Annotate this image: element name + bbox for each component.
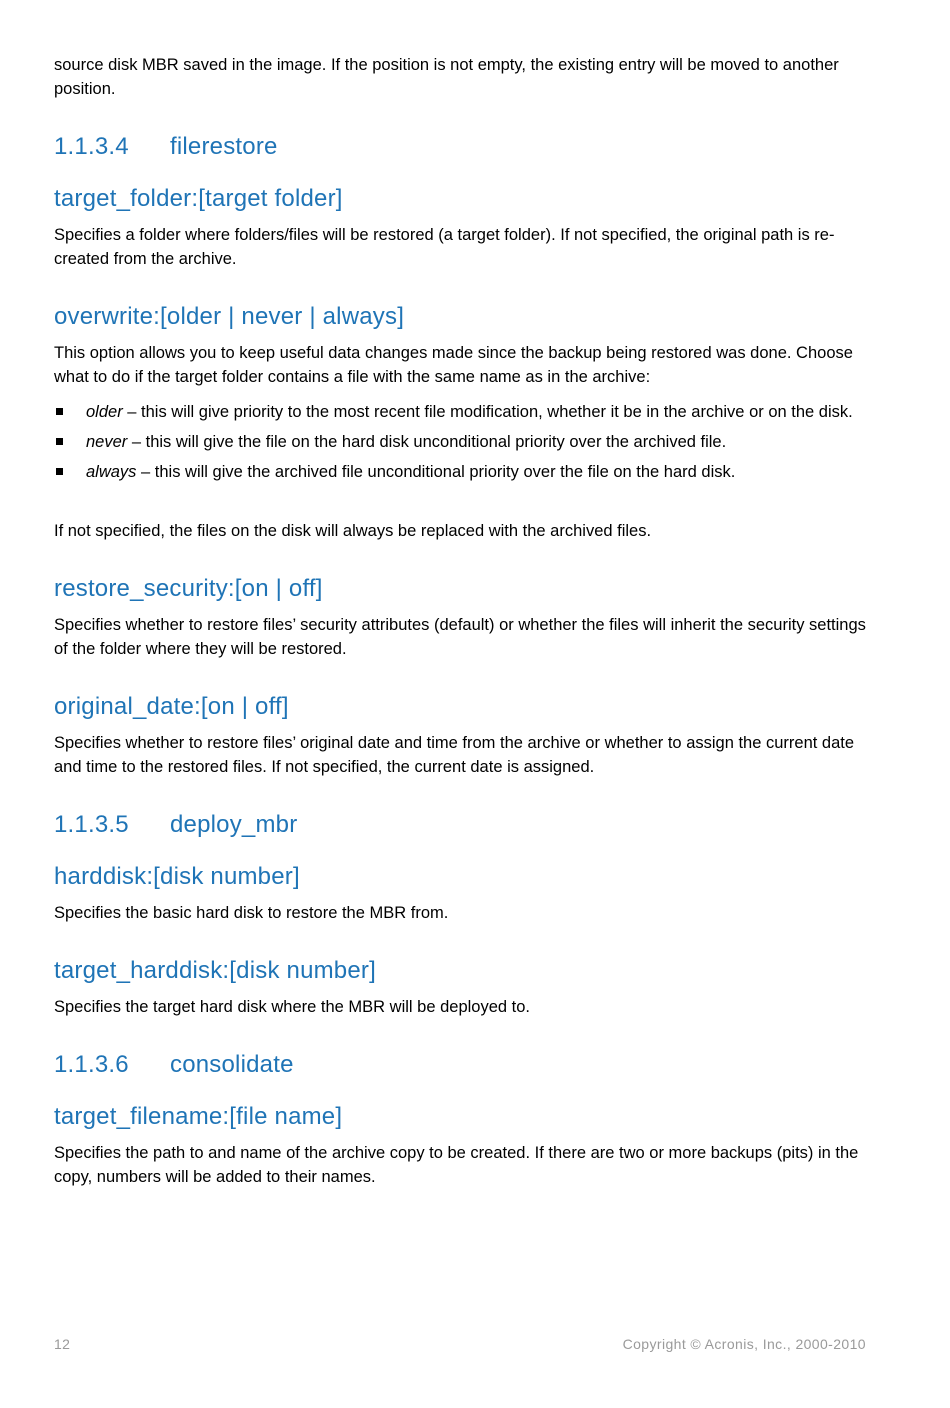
bullet-square-icon: [56, 438, 63, 445]
param-text-target-harddisk: Specifies the target hard disk where the MBR will be deployed to.: [54, 998, 531, 1016]
param-heading-target-harddisk: target_harddisk:[disk number]: [54, 957, 376, 984]
list-item: [54, 460, 874, 484]
param-text-target-folder: Specifies a folder where folders/files will be restored (a target folder). If not specified, the original path is re-created from the archive.: [54, 226, 835, 268]
page-number: 12: [54, 1336, 71, 1352]
overwrite-note: If not specified, the files on the disk will always be replaced with the archived files.: [54, 522, 652, 540]
param-text-restore-security: Specifies whether to restore files’ security attributes (default) or whether the files will inherit the security settings of the folder where they will be restored.: [54, 616, 866, 658]
section-number: 1.1.3.6: [54, 1051, 129, 1078]
section-title: consolidate: [170, 1051, 294, 1078]
section-heading-consolidate: [54, 1050, 874, 1080]
option-description: – this will give the archived file unconditional priority over the file on the hard disk.: [136, 463, 736, 481]
section-number: 1.1.3.4: [54, 133, 129, 160]
section-heading-deploy-mbr: [54, 810, 874, 840]
param-text-original-date: Specifies whether to restore files’ original date and time from the archive or whether to assign the current date and time to the restored files. If not specified, the current date is assigned.: [54, 734, 855, 776]
option-description: – this will give priority to the most recent file modification, whether it be in the archive or on the disk.: [122, 403, 853, 421]
option-term: never: [86, 433, 128, 451]
list-item: [54, 400, 874, 424]
section-number: 1.1.3.5: [54, 811, 129, 838]
copyright-notice: Copyright © Acronis, Inc., 2000-2010: [622, 1336, 866, 1352]
param-heading-harddisk: harddisk:[disk number]: [54, 863, 300, 890]
option-description: – this will give the file on the hard disk unconditional priority over the archived file.: [127, 433, 727, 451]
bullet-square-icon: [56, 468, 63, 475]
param-heading-target-folder: target_folder:[target folder]: [54, 185, 343, 212]
intro-paragraph: source disk MBR saved in the image. If the position is not empty, the existing entry will be moved to another position.: [54, 56, 839, 98]
list-item: [54, 430, 874, 454]
param-heading-overwrite: overwrite:[older | never | always]: [54, 303, 405, 330]
param-text-overwrite: This option allows you to keep useful data changes made since the backup being restored was done. Choose what to do if the target folder contains a file with the same name as in the archive:: [54, 344, 853, 386]
bullet-square-icon: [56, 408, 63, 415]
param-heading-target-filename: target_filename:[file name]: [54, 1103, 343, 1130]
section-title: filerestore: [170, 133, 278, 160]
option-term: older: [86, 403, 123, 421]
option-term: always: [86, 463, 137, 481]
param-heading-restore-security: restore_security:[on | off]: [54, 575, 323, 602]
param-heading-original-date: original_date:[on | off]: [54, 693, 289, 720]
section-heading-filerestore: [54, 132, 874, 162]
section-title: deploy_mbr: [170, 811, 298, 838]
overwrite-options-list: [54, 400, 874, 484]
param-text-harddisk: Specifies the basic hard disk to restore the MBR from.: [54, 904, 449, 922]
param-text-target-filename: Specifies the path to and name of the archive copy to be created. If there are two or more backups (pits) in the copy, numbers will be added to their names.: [54, 1144, 859, 1186]
